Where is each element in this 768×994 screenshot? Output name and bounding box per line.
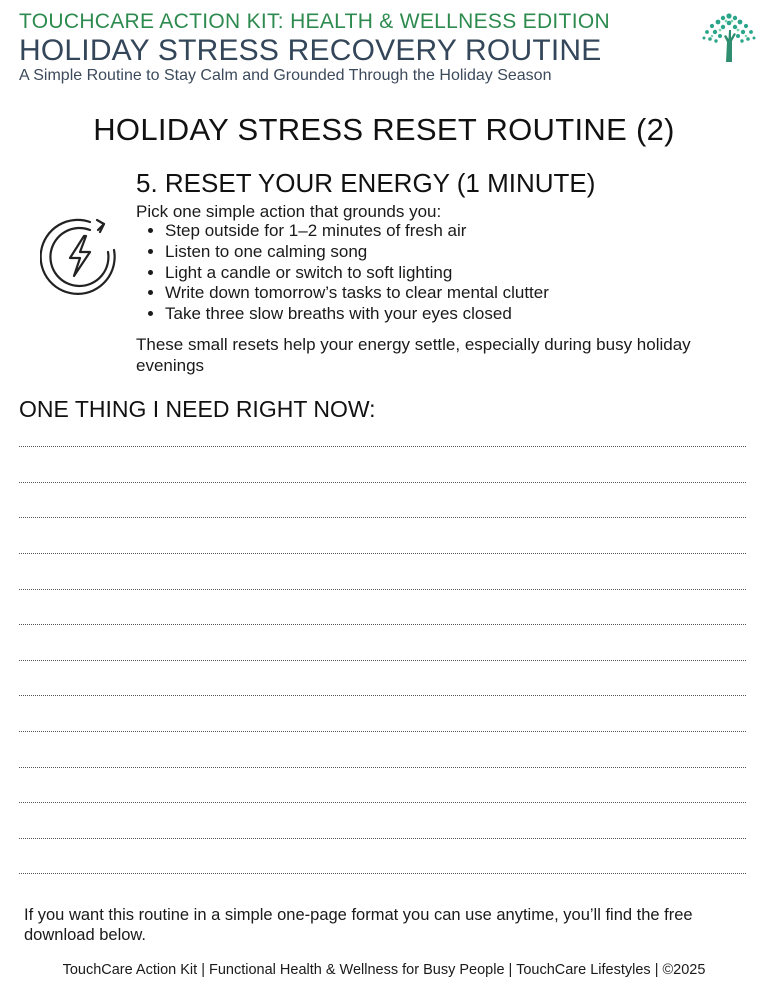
- energy-refresh-icon: [40, 216, 120, 296]
- list-item: • Write down tomorrow’s tasks to clear mental clutter: [165, 283, 549, 304]
- writing-line[interactable]: [19, 660, 746, 661]
- writing-line[interactable]: [19, 731, 746, 732]
- list-item: • Step outside for 1–2 minutes of fresh air: [165, 221, 549, 242]
- writing-line[interactable]: [19, 482, 746, 483]
- kit-title: TOUCHCARE ACTION KIT: HEALTH & WELLNESS EDITION: [19, 10, 610, 33]
- writing-line[interactable]: [19, 802, 746, 803]
- writing-line[interactable]: [19, 624, 746, 625]
- footer-credit: TouchCare Action Kit | Functional Health & Wellness for Busy People | TouchCare Lifestyles | ©2025: [62, 962, 706, 978]
- list-item: • Take three slow breaths with your eyes closed: [165, 304, 549, 325]
- step-note: These small resets help your energy settle, especially during busy holiday evenings: [136, 335, 691, 375]
- step-action-list: [144, 221, 549, 325]
- page-subtitle: A Simple Routine to Stay Calm and Grounded Through the Holiday Season: [19, 67, 552, 84]
- writing-line[interactable]: [19, 838, 746, 839]
- tree-icon: [700, 8, 758, 64]
- writing-line[interactable]: [19, 589, 746, 590]
- writing-line[interactable]: [19, 767, 746, 768]
- list-item: • Light a candle or switch to soft lighting: [165, 263, 549, 284]
- prompt-label: ONE THING I NEED RIGHT NOW:: [19, 396, 376, 422]
- writing-line[interactable]: [19, 553, 746, 554]
- writing-line[interactable]: [19, 695, 746, 696]
- page-title: HOLIDAY STRESS RECOVERY ROUTINE: [19, 34, 602, 67]
- writing-line[interactable]: [19, 446, 746, 447]
- list-item: • Listen to one calming song: [165, 242, 549, 263]
- download-note: If you want this routine in a simple one-page format you can use anytime, you’ll find the free download below.: [24, 906, 693, 944]
- section-heading: HOLIDAY STRESS RESET ROUTINE (2): [93, 112, 675, 147]
- step-heading: 5. RESET YOUR ENERGY (1 MINUTE): [136, 168, 596, 198]
- writing-line[interactable]: [19, 873, 746, 874]
- step-intro: Pick one simple action that grounds you:: [136, 202, 442, 221]
- writing-line[interactable]: [19, 517, 746, 518]
